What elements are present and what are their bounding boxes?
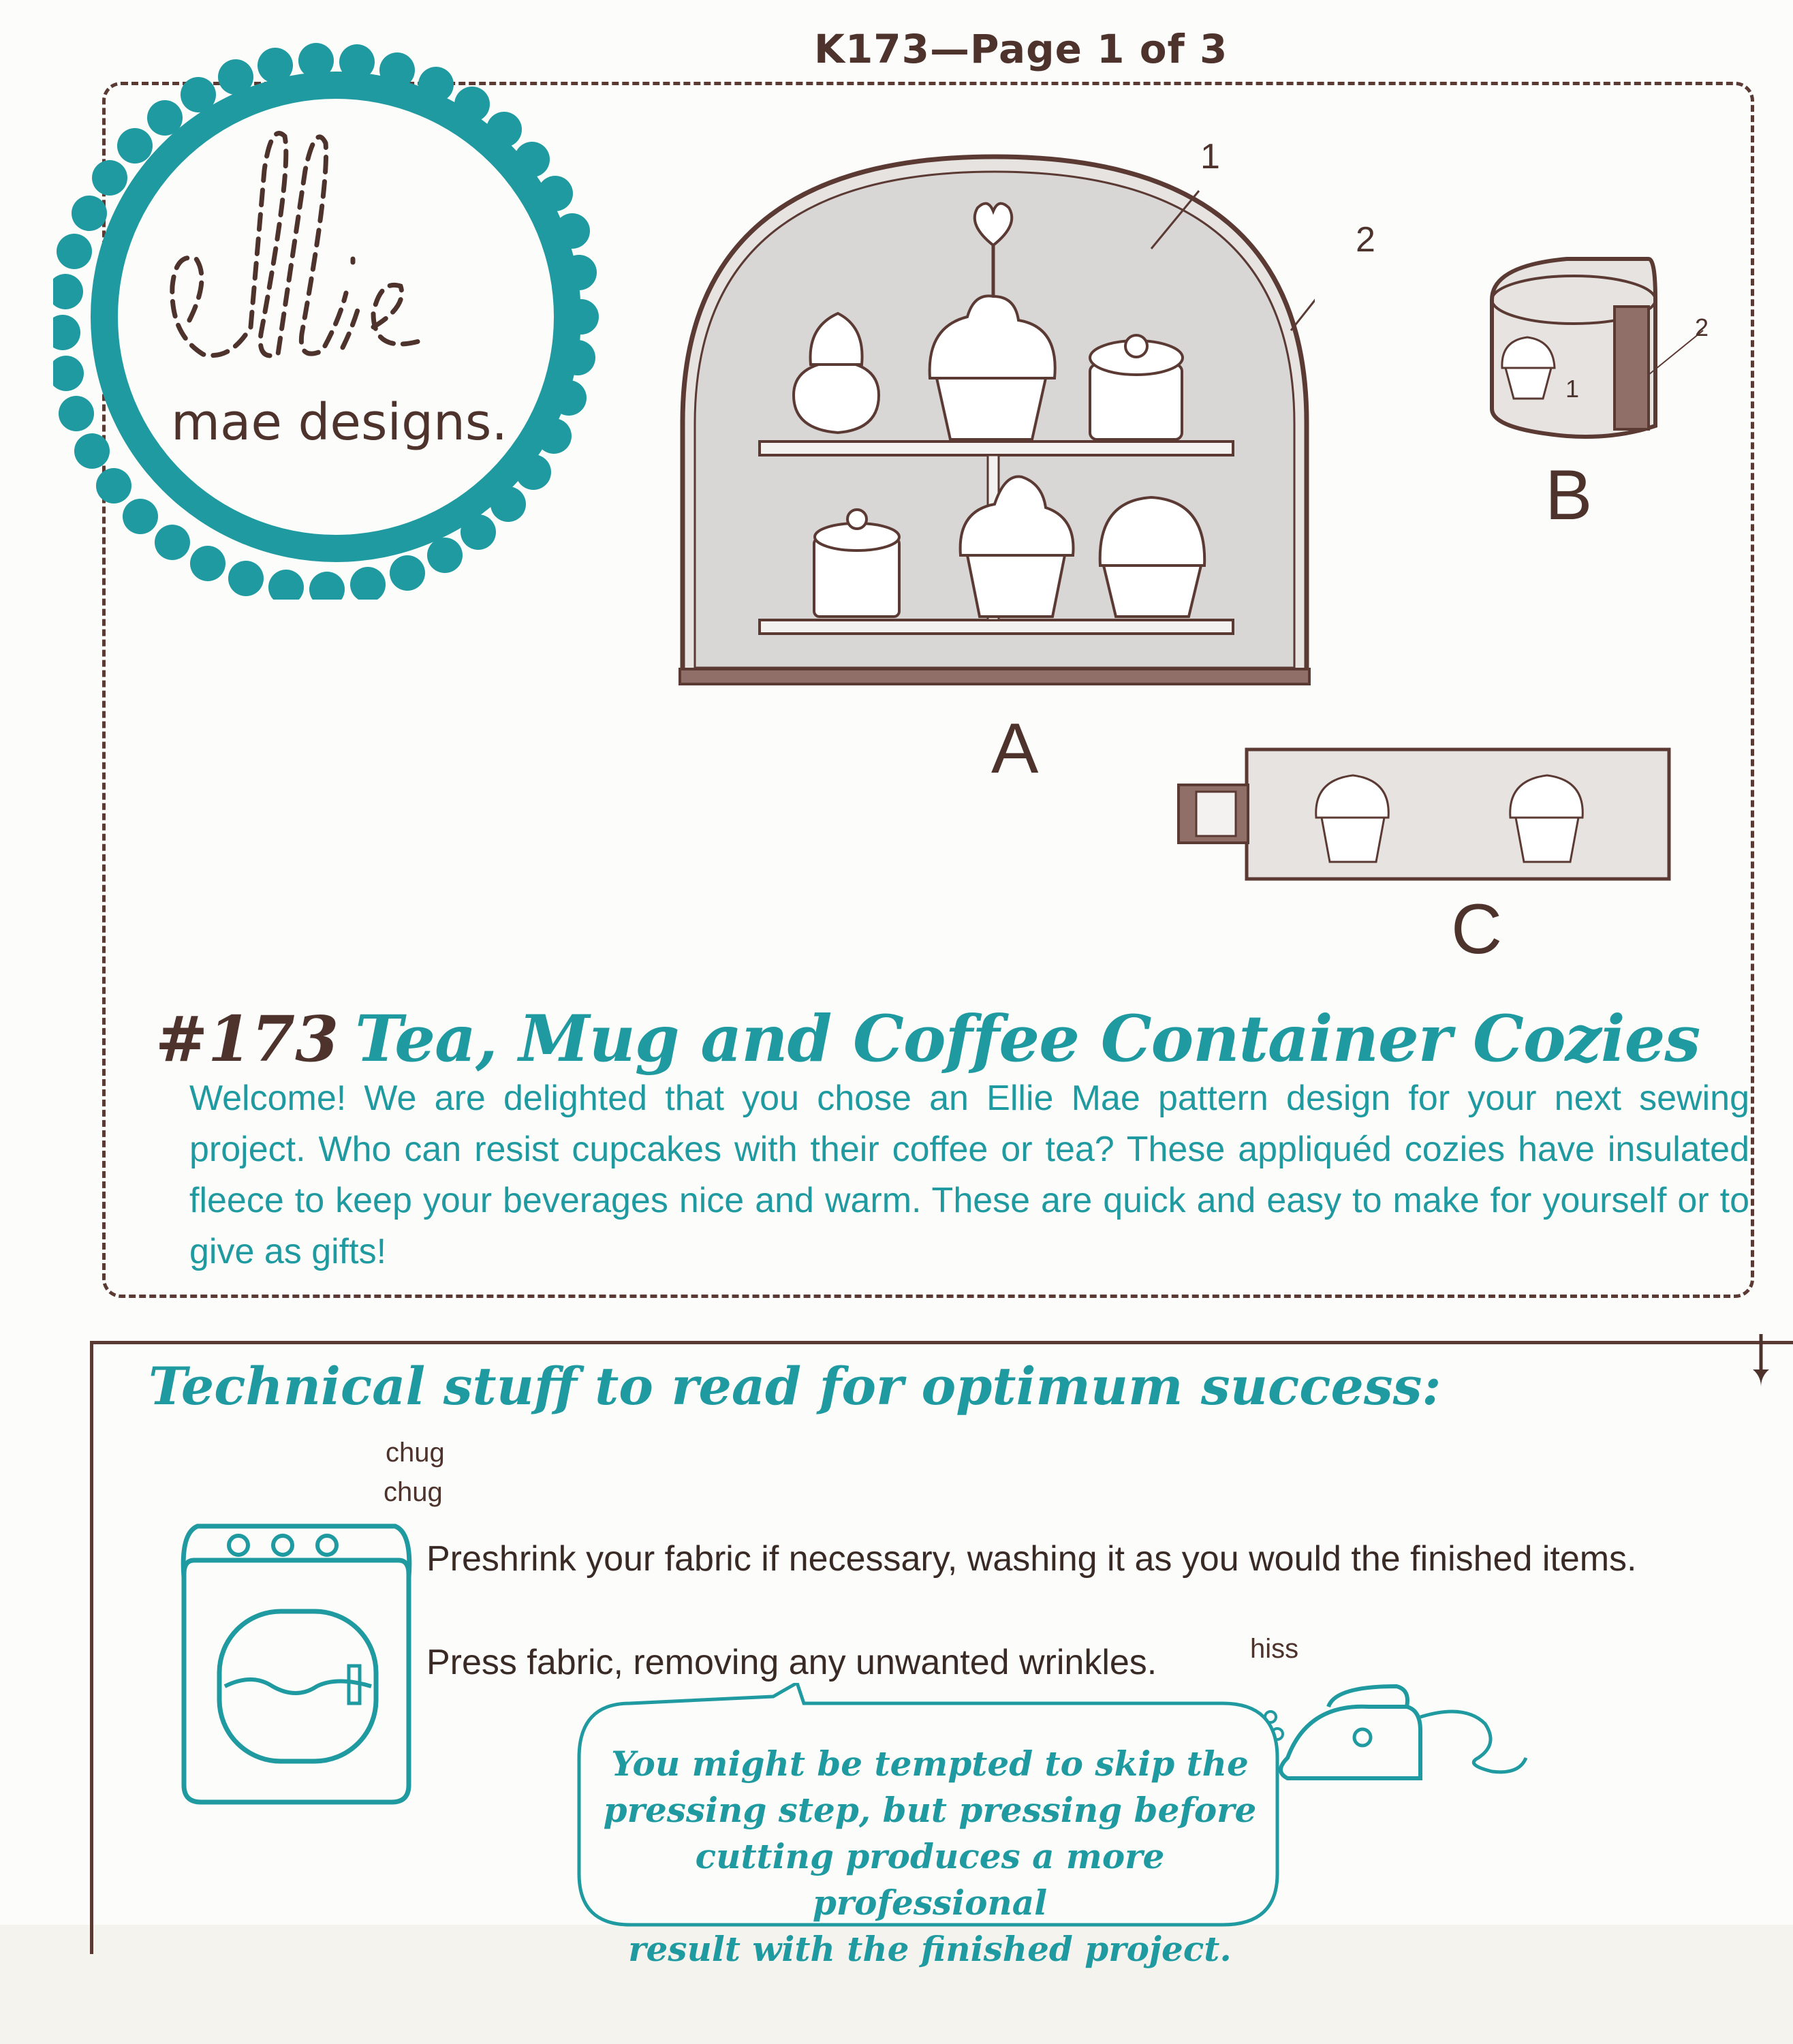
ellie-mae-logo: [53, 34, 619, 600]
callout-number: 2: [1695, 313, 1709, 341]
tip-press: Press fabric, removing any unwanted wrinkles.: [426, 1643, 1157, 1682]
bubble-line: cutting produces a more professional: [695, 1836, 1165, 1923]
callout-number: 1: [1565, 375, 1580, 403]
diagram-label-c: C: [1451, 890, 1503, 969]
down-arrow-icon: [1747, 1334, 1775, 1389]
pattern-title-text: Tea, Mug and Coffee Container Cozies: [355, 1002, 1700, 1077]
bubble-line: result with the finished project.: [628, 1929, 1232, 1969]
sound-word-chug: chug: [386, 1438, 445, 1468]
logo-subtitle: mae designs.: [170, 393, 508, 452]
pattern-title: [155, 1002, 1700, 1077]
diagram-label-b: B: [1545, 456, 1593, 535]
cozy-a-dome-illustration: [674, 129, 1315, 695]
washing-machine-icon: [170, 1513, 422, 1812]
tip-bubble-text: [586, 1741, 1274, 1972]
pattern-number: #173: [155, 1002, 339, 1076]
intro-paragraph: Welcome! We are delighted that you chose an Ellie Mae pattern design for your next sewing project. Who can resist cupcakes with their coffee or tea? These appliquéd cozies have insulated fleece to keep your beverages nice and warm. These are quick and easy to make for yourself or to give as gifts!: [189, 1079, 1749, 1271]
sound-word-hiss: hiss: [1250, 1634, 1299, 1664]
page-header: K173—Page 1 of 3: [814, 26, 1228, 72]
scalloped-badge-icon: [53, 34, 619, 600]
cozy-c-container-wrap-illustration: [1172, 743, 1676, 974]
sound-word-chug: chug: [384, 1477, 443, 1507]
steam-iron-icon: [1260, 1676, 1540, 1792]
tip-preshrink: Preshrink your fabric if necessary, washing it as you would the finished items.: [426, 1539, 1637, 1579]
callout-number: 2: [1356, 220, 1375, 260]
bubble-line: pressing step, but pressing before: [603, 1790, 1257, 1830]
diagram-label-a: A: [991, 709, 1039, 788]
cozy-b-mug-band-illustration: [1478, 136, 1764, 545]
technical-heading: Technical stuff to read for optimum success:: [149, 1356, 1441, 1416]
callout-number: 1: [1200, 137, 1220, 176]
bubble-line: You might be tempted to skip the: [611, 1744, 1249, 1784]
